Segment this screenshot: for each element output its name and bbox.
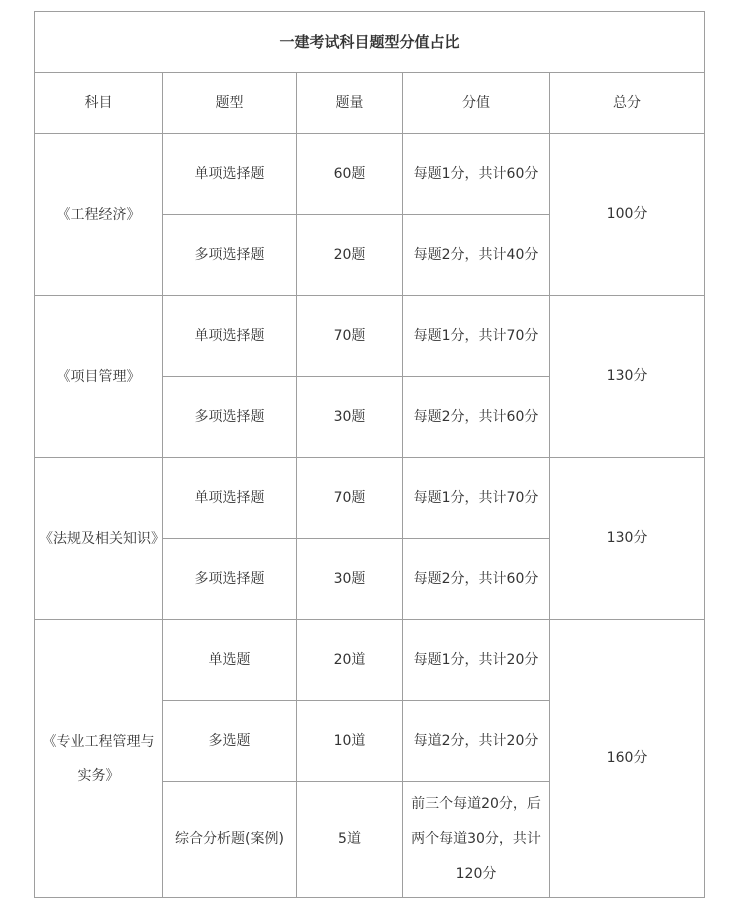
question-count-cell: 30题 <box>297 539 403 620</box>
question-type-cell: 多项选择题 <box>163 377 297 458</box>
header-total: 总分 <box>550 73 705 134</box>
question-type-cell: 多项选择题 <box>163 539 297 620</box>
question-count-cell: 30题 <box>297 377 403 458</box>
score-cell: 每题2分，共计40分 <box>403 215 550 296</box>
exam-table-container <box>34 11 705 898</box>
question-count-cell: 70题 <box>297 296 403 377</box>
question-count-cell: 60题 <box>297 134 403 215</box>
question-count-cell: 20题 <box>297 215 403 296</box>
score-cell: 每题1分，共计60分 <box>403 134 550 215</box>
question-type-cell: 多选题 <box>163 701 297 782</box>
subject-cell: 《工程经济》 <box>35 134 163 296</box>
table-title: 一建考试科目题型分值占比 <box>35 12 705 73</box>
score-cell: 每题1分，共计70分 <box>403 296 550 377</box>
question-type-cell: 单项选择题 <box>163 134 297 215</box>
header-question-count: 题量 <box>297 73 403 134</box>
question-count-cell: 10道 <box>297 701 403 782</box>
header-score: 分值 <box>403 73 550 134</box>
total-cell: 130分 <box>550 458 705 620</box>
question-type-cell: 单项选择题 <box>163 296 297 377</box>
question-type-cell: 多项选择题 <box>163 215 297 296</box>
header-question-type: 题型 <box>163 73 297 134</box>
score-cell: 每题2分，共计60分 <box>403 539 550 620</box>
subject-cell: 《专业工程管理与实务》 <box>35 620 163 898</box>
question-count-cell: 70题 <box>297 458 403 539</box>
table-row <box>35 134 705 215</box>
score-cell: 每道2分，共计20分 <box>403 701 550 782</box>
score-cell: 前三个每道20分，后两个每道30分，共计120分 <box>403 782 550 898</box>
subject-cell: 《项目管理》 <box>35 296 163 458</box>
table-row <box>35 296 705 377</box>
exam-score-table <box>34 11 705 898</box>
total-cell: 130分 <box>550 296 705 458</box>
score-cell: 每题2分，共计60分 <box>403 377 550 458</box>
question-count-cell: 5道 <box>297 782 403 898</box>
header-subject: 科目 <box>35 73 163 134</box>
question-count-cell: 20道 <box>297 620 403 701</box>
question-type-cell: 单项选择题 <box>163 458 297 539</box>
total-cell: 100分 <box>550 134 705 296</box>
table-row <box>35 458 705 539</box>
score-cell: 每题1分，共计20分 <box>403 620 550 701</box>
question-type-cell: 单选题 <box>163 620 297 701</box>
total-cell: 160分 <box>550 620 705 898</box>
subject-cell: 《法规及相关知识》 <box>35 458 163 620</box>
question-type-cell: 综合分析题(案例) <box>163 782 297 898</box>
table-row <box>35 620 705 701</box>
score-cell: 每题1分，共计70分 <box>403 458 550 539</box>
